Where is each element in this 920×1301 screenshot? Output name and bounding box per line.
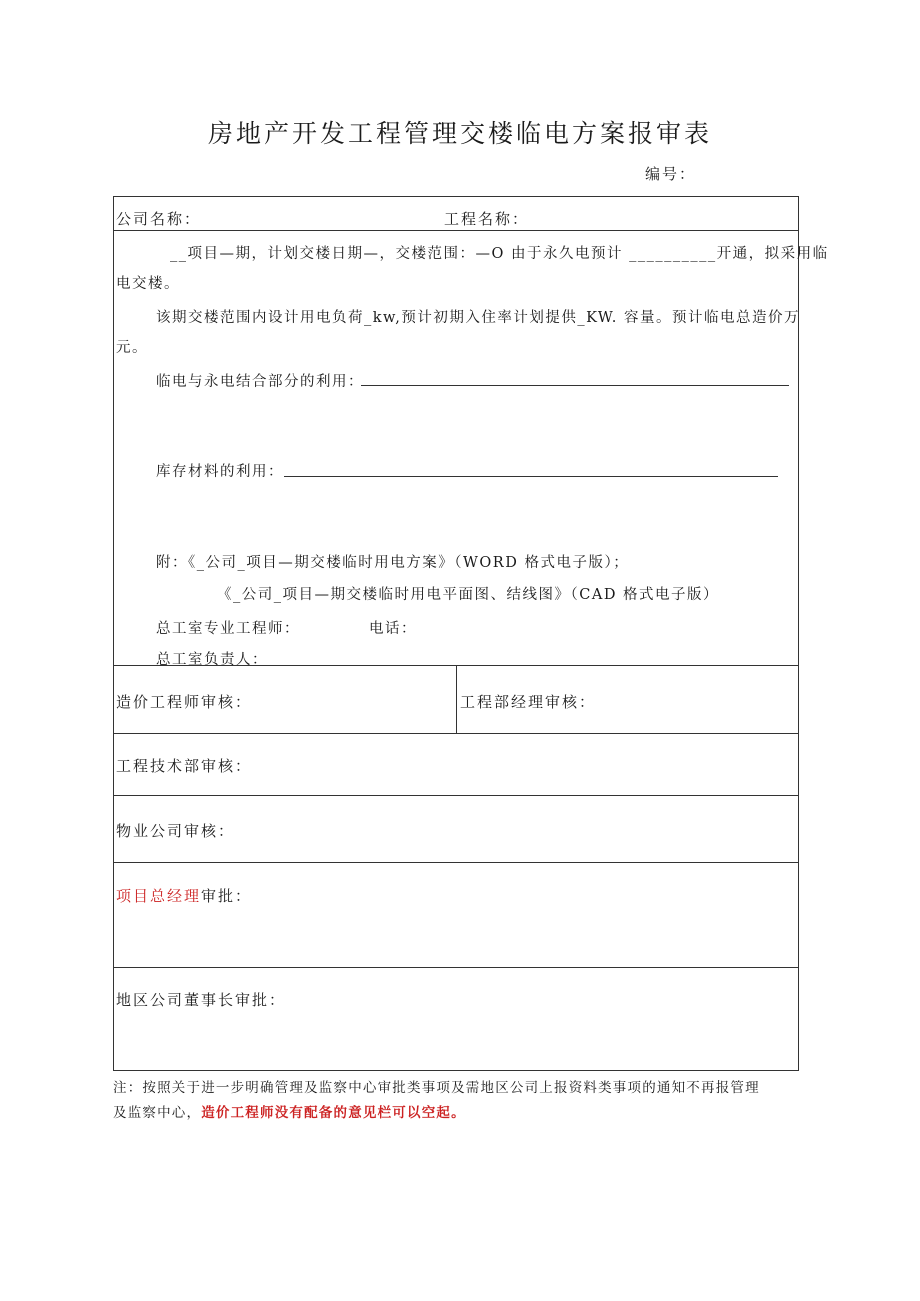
- stock-material-label: 库存材料的利用：: [156, 464, 284, 480]
- cost-engineer-review-label: 造价工程师审核：: [116, 693, 253, 711]
- load-paragraph-line1: 该期交楼范围内设计用电负荷_kw,预计初期入住率计划提供_KW. 容量。预计临电总造价: [156, 310, 784, 326]
- review-divider-2: [114, 733, 798, 734]
- page-title: 房地产开发工程管理交楼临电方案报审表: [207, 119, 712, 148]
- document-number-label: 编号：: [645, 165, 697, 183]
- combined-use-label: 临电与永电结合部分的利用：: [156, 374, 364, 390]
- pm-approval-label-rest: 审批：: [201, 887, 253, 905]
- review-divider-4: [114, 862, 798, 863]
- combined-use-underline: [361, 385, 789, 386]
- footnote-line2: [113, 1101, 803, 1121]
- attachment-line1: 附：《_公司_项目—期交楼临时用电方案》（WORD 格式电子版）；: [156, 555, 630, 571]
- load-paragraph-line2: 元。: [116, 340, 148, 356]
- schedule-paragraph-line2: 电交楼。: [116, 276, 180, 292]
- tech-dept-review-label: 工程技术部审核：: [116, 757, 253, 775]
- schedule-paragraph-line1: __项目—期，计划交楼日期—，交楼范围：—O 由于永久电预计 __________开通，拟采用临: [170, 246, 829, 262]
- pm-approval-label-red: 项目总经理: [116, 887, 202, 905]
- engineer-label: 总工室专业工程师：: [156, 621, 300, 637]
- header-row-divider: [114, 230, 798, 231]
- dept-manager-review-label: 工程部经理审核：: [460, 693, 597, 711]
- property-co-review-label: 物业公司审核：: [116, 822, 236, 840]
- footnote-line2-text: 及监察中心，: [113, 1105, 202, 1121]
- chairman-approval-label: 地区公司董事长审批：: [116, 991, 287, 1009]
- stock-material-underline: [284, 476, 778, 477]
- footnote-line2-red: 造价工程师没有配备的意见栏可以空起。: [201, 1105, 466, 1121]
- approval-form: [113, 196, 829, 1071]
- phone-label: 电话：: [369, 621, 417, 637]
- project-name-label: 工程名称：: [444, 210, 530, 228]
- office-head-label: 总工室负责人：: [156, 652, 268, 668]
- pm-approval-label: [116, 885, 252, 906]
- company-name-label: 公司名称：: [116, 210, 202, 228]
- review-divider-3: [114, 795, 798, 796]
- attachment-line2: 《_公司_项目—期交楼临时用电平面图、结线图》（CAD 格式电子版）: [217, 587, 720, 603]
- load-paragraph-unit: 万: [784, 310, 800, 326]
- review-column-divider: [456, 665, 457, 733]
- footnote-line1: 注：按照关于进一步明确管理及监察中心审批类事项及需地区公司上报资料类事项的通知不再报管理: [113, 1080, 760, 1096]
- review-divider-5: [114, 967, 798, 968]
